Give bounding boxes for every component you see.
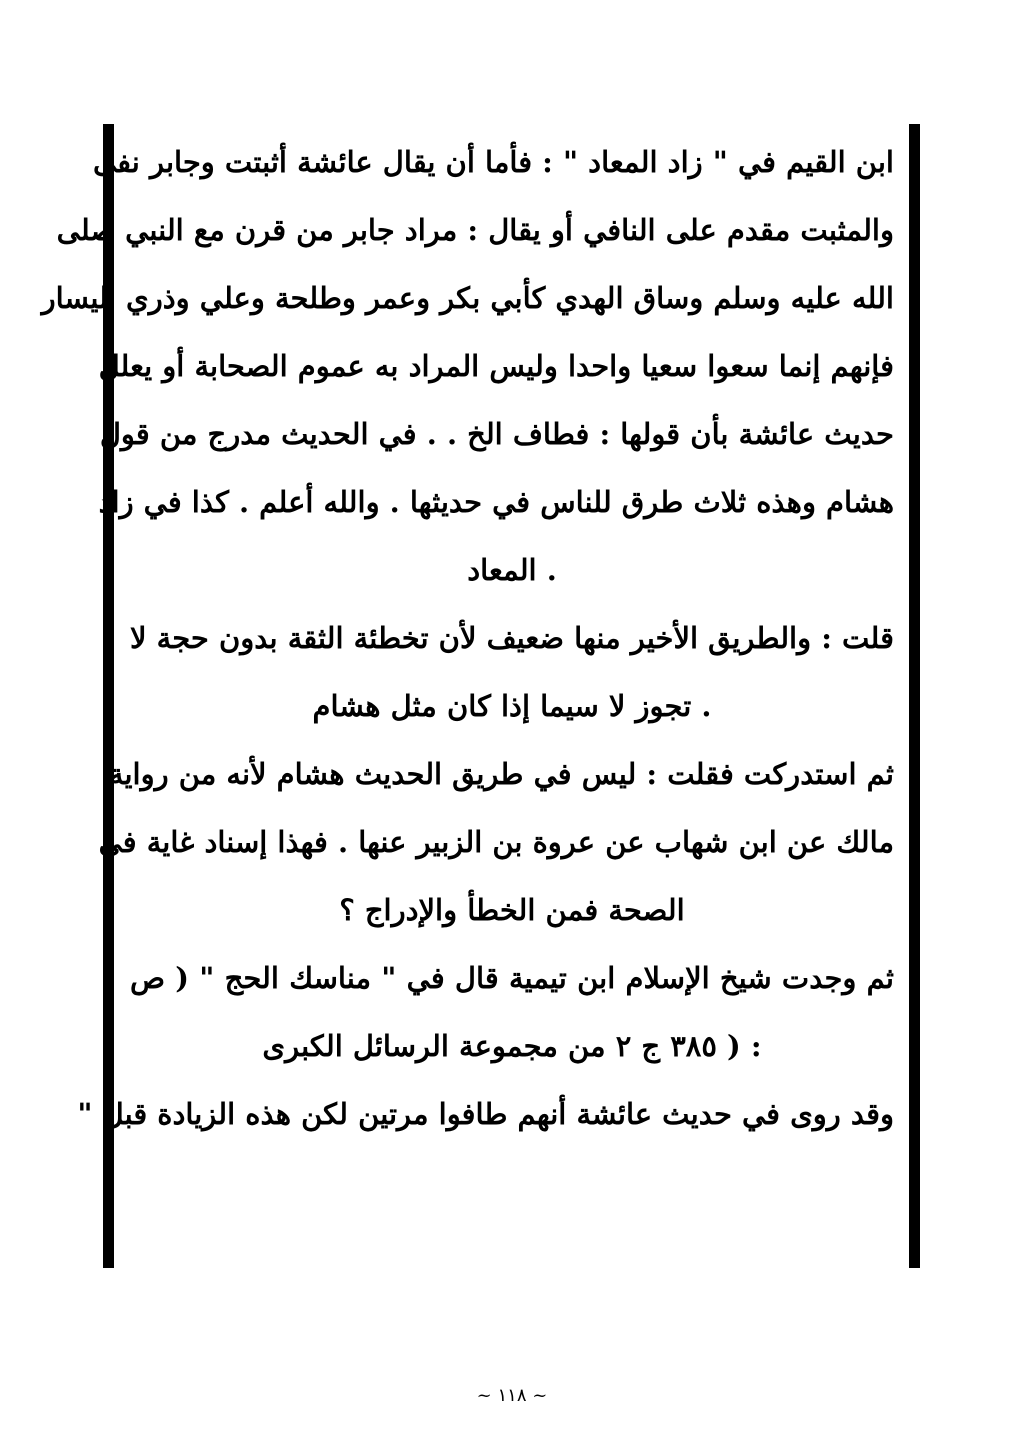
right-margin-rule [909, 124, 920, 1268]
page-number: ~ ١١٨ ~ [476, 1385, 548, 1406]
text-line: فإنهم إنما سعوا سعيا واحدا وليس المراد به عموم الصحابة أو يعلل [98, 349, 894, 383]
text-line: وقد روى في حديث عائشة أنهم طافوا مرتين لكن هذه الزيادة قبل " [77, 1097, 894, 1131]
text-line: . المعاد [467, 553, 557, 587]
text-line: : ( ٣٨٥ ج ٢ من مجموعة الرسائل الكبرى [262, 1029, 762, 1063]
text-line: والمثبت مقدم على النافي أو يقال : مراد جابر من قرن مع النبي صلى [56, 213, 894, 247]
text-line: ثم استدركت فقلت : ليس في طريق الحديث هشام لأنه من رواية [108, 757, 894, 791]
text-line: ابن القيم في " زاد المعاد " : فأما أن يقال عائشة أثبتت وجابر نفى [92, 145, 894, 179]
text-line: الله عليه وسلم وساق الهدي كأبي بكر وعمر وطلحة وعلي وذري اليسار [41, 281, 894, 315]
body-text [41, 128, 894, 1148]
text-line: قلت : والطريق الأخير منها ضعيف لأن تخطئة الثقة بدون حجة لا [130, 621, 894, 655]
text-line: هشام وهذه ثلاث طرق للناس في حديثها . والله أعلم . كذا في زاد [98, 485, 894, 519]
text-line: ثم وجدت شيخ الإسلام ابن تيمية قال في " مناسك الحج " ( ص [130, 961, 894, 995]
text-line: . تجوز لا سيما إذا كان مثل هشام [312, 689, 712, 723]
text-line: حديث عائشة بأن قولها : فطاف الخ . . في الحديث مدرج من قول [99, 417, 894, 451]
text-line: مالك عن ابن شهاب عن عروة بن الزبير عنها . فهذا إسناد غاية في [98, 825, 894, 859]
text-line: الصحة فمن الخطأ والإدراج ؟ [339, 893, 685, 927]
